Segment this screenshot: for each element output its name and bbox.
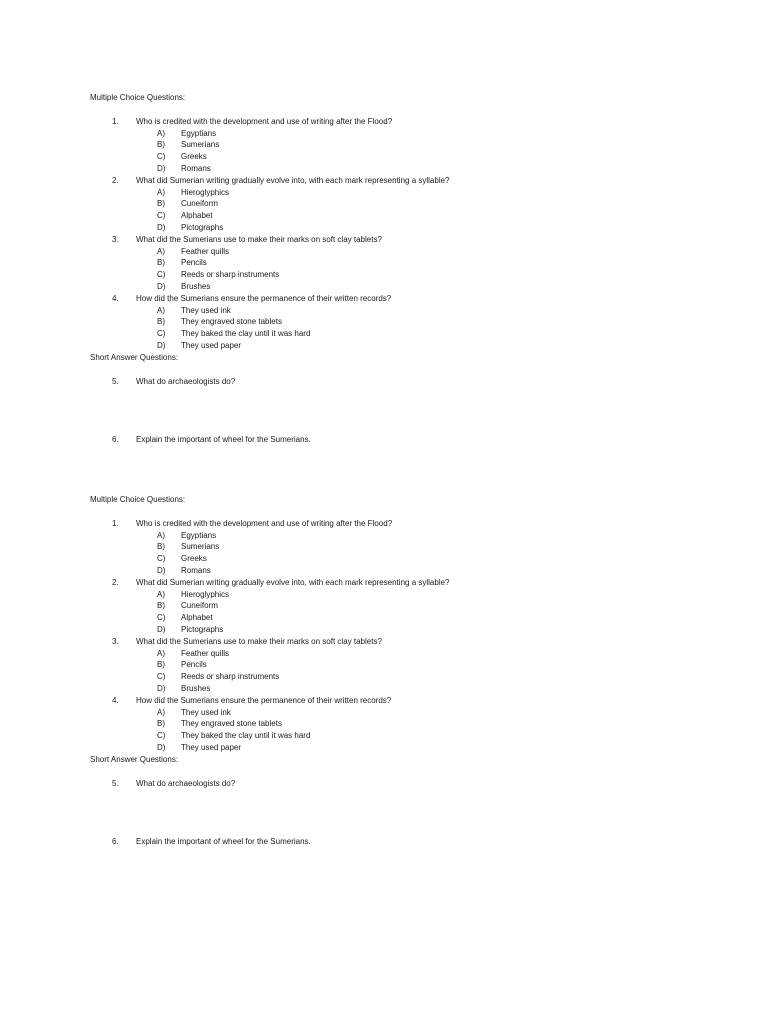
question-number: 6.	[112, 435, 119, 445]
answer-option	[0, 139, 768, 151]
answer-option	[0, 600, 768, 612]
option-text: Feather quills	[181, 246, 230, 256]
option-letter: D)	[157, 222, 166, 232]
option-letter: A)	[157, 246, 165, 256]
question	[0, 293, 768, 305]
option-letter: B)	[157, 258, 165, 268]
answer-option	[0, 730, 768, 742]
option-letter: C)	[157, 613, 166, 623]
option-text: Feather quills	[181, 648, 230, 658]
option-letter: B)	[157, 660, 165, 670]
option-letter: C)	[157, 672, 166, 682]
option-letter: B)	[157, 601, 165, 611]
question-number: 6.	[112, 837, 119, 847]
option-letter: C)	[157, 270, 166, 280]
answer-option	[0, 328, 768, 340]
answer-option	[0, 316, 768, 328]
option-letter: B)	[157, 199, 165, 209]
option-text: Romans	[181, 163, 211, 173]
option-text: Egyptians	[181, 128, 217, 138]
option-text: Egyptians	[181, 530, 217, 540]
question	[0, 175, 768, 187]
question-text: What did Sumerian writing gradually evolve into, with each mark representing a syllable?	[136, 175, 450, 185]
option-letter: A)	[157, 648, 165, 658]
question-text: What did the Sumerians use to make their marks on soft clay tablets?	[136, 234, 382, 244]
question-number: 4.	[112, 695, 119, 705]
option-text: Pictographs	[181, 222, 224, 232]
question	[0, 636, 768, 648]
option-text: Sumerians	[181, 140, 220, 150]
question	[0, 577, 768, 589]
short-answer-question	[0, 434, 768, 446]
question-text: Explain the important of wheel for the Sumerians.	[136, 435, 311, 445]
option-letter: D)	[157, 163, 166, 173]
option-letter: D)	[157, 683, 166, 693]
option-text: Reeds or sharp instruments	[181, 672, 280, 682]
answer-option	[0, 648, 768, 660]
short-answer-question	[0, 376, 768, 388]
question-number: 2.	[112, 175, 119, 185]
answer-option	[0, 589, 768, 601]
question-number: 4.	[112, 293, 119, 303]
answer-option	[0, 553, 768, 565]
question-text: Explain the important of wheel for the Sumerians.	[136, 837, 311, 847]
answer-option	[0, 541, 768, 553]
answer-option	[0, 257, 768, 269]
answer-option	[0, 565, 768, 577]
question-number: 3.	[112, 636, 119, 646]
option-letter: A)	[157, 128, 165, 138]
mc-heading: Multiple Choice Questions:	[90, 495, 186, 504]
question-number: 1.	[112, 518, 119, 528]
worksheet-section	[0, 494, 768, 848]
question-number: 5.	[112, 778, 119, 788]
question-number: 5.	[112, 376, 119, 386]
answer-option	[0, 163, 768, 175]
option-letter: A)	[157, 530, 165, 540]
answer-option	[0, 340, 768, 352]
option-text: They used paper	[181, 742, 242, 752]
option-letter: C)	[157, 554, 166, 564]
short-answer-question	[0, 836, 768, 848]
sa-heading: Short Answer Questions:	[90, 754, 179, 764]
option-letter: B)	[157, 719, 165, 729]
option-letter: B)	[157, 317, 165, 327]
option-text: Romans	[181, 565, 211, 575]
option-text: Greeks	[181, 554, 207, 564]
short-answer-question	[0, 778, 768, 790]
option-text: Alphabet	[181, 613, 213, 623]
answer-option	[0, 707, 768, 719]
answer-option	[0, 742, 768, 754]
option-text: Alphabet	[181, 211, 213, 221]
mc-heading: Multiple Choice Questions:	[90, 93, 186, 102]
answer-option	[0, 151, 768, 163]
question-text: Who is credited with the development and use of writing after the Flood?	[136, 116, 393, 126]
question	[0, 518, 768, 530]
option-letter: D)	[157, 742, 166, 752]
answer-option	[0, 659, 768, 671]
sa-heading: Short Answer Questions:	[90, 352, 179, 362]
option-letter: B)	[157, 542, 165, 552]
option-letter: A)	[157, 305, 165, 315]
option-letter: C)	[157, 211, 166, 221]
option-text: Reeds or sharp instruments	[181, 270, 280, 280]
question-number: 1.	[112, 116, 119, 126]
option-letter: D)	[157, 565, 166, 575]
option-text: They baked the clay until it was hard	[181, 731, 311, 741]
option-letter: C)	[157, 152, 166, 162]
option-text: Hieroglyphics	[181, 589, 230, 599]
question	[0, 695, 768, 707]
option-text: They used ink	[181, 707, 231, 717]
worksheet-section	[0, 92, 768, 446]
option-letter: B)	[157, 140, 165, 150]
answer-option	[0, 210, 768, 222]
answer-option	[0, 683, 768, 695]
option-text: Greeks	[181, 152, 207, 162]
question-text: What did the Sumerians use to make their marks on soft clay tablets?	[136, 636, 382, 646]
question-text: What do archaeologists do?	[136, 778, 236, 788]
answer-option	[0, 198, 768, 210]
option-letter: A)	[157, 589, 165, 599]
option-text: Brushes	[181, 281, 211, 291]
question-text: Who is credited with the development and use of writing after the Flood?	[136, 518, 393, 528]
option-letter: D)	[157, 624, 166, 634]
question-text: How did the Sumerians ensure the permanence of their written records?	[136, 293, 392, 303]
option-text: They used paper	[181, 340, 242, 350]
option-letter: A)	[157, 187, 165, 197]
option-letter: D)	[157, 281, 166, 291]
question-text: What do archaeologists do?	[136, 376, 236, 386]
answer-option	[0, 222, 768, 234]
answer-option	[0, 612, 768, 624]
answer-option	[0, 718, 768, 730]
option-text: Brushes	[181, 683, 211, 693]
answer-option	[0, 187, 768, 199]
question-text: What did Sumerian writing gradually evolve into, with each mark representing a syllable?	[136, 577, 450, 587]
option-letter: A)	[157, 707, 165, 717]
option-text: They baked the clay until it was hard	[181, 329, 311, 339]
option-text: Pencils	[181, 660, 207, 670]
question	[0, 116, 768, 128]
answer-option	[0, 624, 768, 636]
option-text: Pictographs	[181, 624, 224, 634]
question-number: 3.	[112, 234, 119, 244]
option-text: They used ink	[181, 305, 231, 315]
option-text: They engraved stone tablets	[181, 719, 282, 729]
option-text: Hieroglyphics	[181, 187, 230, 197]
answer-option	[0, 281, 768, 293]
question-number: 2.	[112, 577, 119, 587]
question	[0, 234, 768, 246]
option-text: Cuneiform	[181, 601, 218, 611]
question-text: How did the Sumerians ensure the permanence of their written records?	[136, 695, 392, 705]
answer-option	[0, 671, 768, 683]
option-letter: C)	[157, 731, 166, 741]
option-letter: C)	[157, 329, 166, 339]
option-letter: D)	[157, 340, 166, 350]
option-text: Pencils	[181, 258, 207, 268]
option-text: Sumerians	[181, 542, 220, 552]
answer-option	[0, 246, 768, 258]
option-text: Cuneiform	[181, 199, 218, 209]
answer-option	[0, 269, 768, 281]
option-text: They engraved stone tablets	[181, 317, 282, 327]
answer-option	[0, 530, 768, 542]
answer-option	[0, 305, 768, 317]
answer-option	[0, 128, 768, 140]
